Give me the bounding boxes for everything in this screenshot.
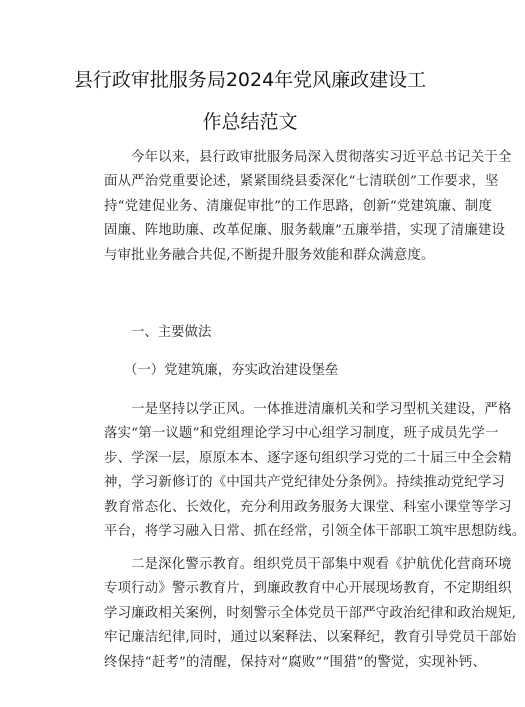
section-heading: 一、主要做法 xyxy=(131,325,212,340)
paragraph-line: 牢记廉洁纪律,同时，通过以案释法、以案释纪，教育引导党员干部始 xyxy=(104,630,517,646)
intro-line: 面从严治党重要论述，紧紧围绕县委深化“七清联创”工作要求，坚 xyxy=(104,174,499,190)
paragraph-line: 学习廉政相关案例，时刻警示全体党员干部严守政治纪律和政治规矩, xyxy=(104,605,517,621)
paragraph-2 xyxy=(104,553,517,675)
intro-line: 今年以来，县行政审批服务局深入贯彻落实习近平总书记关于全 xyxy=(131,150,512,165)
document-title-line-1: 县行政审批服务局2024年党风廉政建设工 xyxy=(73,69,427,91)
paragraph-line: 落实“第一议题”和党组理论学习中心组学习制度，班子成员先学一 xyxy=(104,426,499,442)
subsection-heading: （一）党建筑廉，夯实政治建设堡垒 xyxy=(124,363,339,378)
paragraph-line: 神，学习新修订的《中国共产党纪律处分条例》。持续推动党纪学习 xyxy=(104,475,506,491)
paragraph-line: 步、学深一层，原原本本、逐字逐句组织学习党的二十届三中全会精 xyxy=(104,450,512,466)
document-title-line-2: 作总结范文 xyxy=(202,111,298,133)
paragraph-line: 平台，将学习融入日常、抓在经常，引领全体干部职工筑牢思想防线。 xyxy=(104,523,525,539)
intro-paragraph xyxy=(104,146,512,268)
intro-line: 持“党建促业务、清廉促审批”的工作思路，创新“党建筑廉、制度 xyxy=(104,198,493,214)
intro-line: 与审批业务融合共促,不断提升服务效能和群众满意度。 xyxy=(104,247,435,263)
paragraph-line: 二是深化警示教育。组织党员干部集中观看《护航优化营商环境 xyxy=(131,557,512,572)
paragraph-1 xyxy=(104,398,525,544)
paragraph-line: 教育常态化、长效化，充分利用政务服务大课堂、科室小课堂等学习 xyxy=(104,499,512,515)
paragraph-line: 专项行动》警示教育片，到廉政教育中心开展现场教育，不定期组织 xyxy=(104,581,512,597)
paragraph-line: 终保持“赶考”的清醒，保持对“腐败”“围猎”的警觉，实现补钙、 xyxy=(104,654,487,670)
paragraph-line: 一是坚持以学正风。一体推进清廉机关和学习型机关建设，严格 xyxy=(131,402,512,417)
intro-line: 固廉、阵地助廉、改革促廉、服务载廉”五廉举措，实现了清廉建设 xyxy=(104,223,506,239)
